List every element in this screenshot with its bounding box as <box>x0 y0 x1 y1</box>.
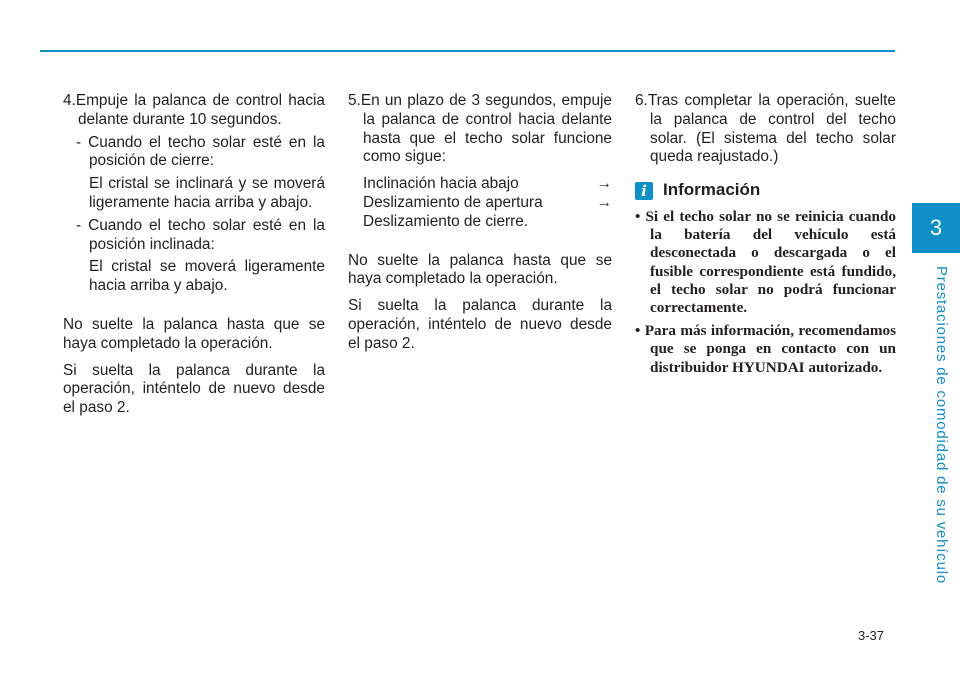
sequence-label-1: Inclinación hacia abajo <box>363 175 519 193</box>
info-title: Información <box>663 180 761 200</box>
chapter-tab: 3 <box>912 203 960 253</box>
note-do-not-release: No suelte la palanca hasta que se haya completado la operación. <box>63 315 325 352</box>
note-retry: Si suelta la palanca durante la operación, inténtelo de nuevo desde el paso 2. <box>348 297 612 352</box>
step-5: 5.En un plazo de 3 segundos, empuje la palanca de control hacia delante hasta que el techo solar funcione como sigue: <box>348 92 612 166</box>
sequence-item-1 <box>363 175 612 194</box>
column-left <box>63 92 325 418</box>
chapter-title: Prestaciones de comodidad de su vehículo <box>933 266 950 585</box>
info-icon: i <box>635 182 653 200</box>
step-4: 4.Empuje la palanca de control hacia delante durante 10 segundos. <box>63 92 325 128</box>
step-6: 6.Tras completar la operación, suelte la palanca de control del techo solar. (El sistema del techo solar queda reajustado.) <box>635 92 896 166</box>
note-retry: Si suelta la palanca durante la operación, inténtelo de nuevo desde el paso 2. <box>63 361 325 417</box>
arrow-icon: → <box>596 175 612 193</box>
step-4-case-tilted: - Cuando el techo solar esté en la posición inclinada: <box>76 216 325 253</box>
step-4-case-closed: - Cuando el techo solar esté en la posición de cierre: <box>76 133 325 170</box>
page-number: 3-37 <box>858 628 885 643</box>
info-bullet-2: • Para más información, recomendamos que se ponga en contacto con un distribuidor HYUNDAI autorizado. <box>635 322 896 376</box>
sequence <box>348 175 612 231</box>
sequence-item-3: Deslizamiento de cierre. <box>363 212 529 230</box>
info-heading <box>635 181 896 200</box>
step-4-case-closed-text: El cristal se inclinará y se moverá ligeramente hacia arriba y abajo. <box>89 175 325 211</box>
sequence-label-2: Deslizamiento de apertura <box>363 193 543 211</box>
info-bullet-1: • Si el techo solar no se reinicia cuando la batería del vehículo está desconectada o descargada o el fusible correspondiente está fundido, el techo solar no podrá funcionar correctamente. <box>635 207 896 316</box>
column-right <box>635 92 896 377</box>
step-4-case-tilted-text: El cristal se moverá ligeramente hacia arriba y abajo. <box>89 258 325 295</box>
arrow-icon: → <box>596 193 612 211</box>
sequence-item-2 <box>363 194 612 213</box>
top-rule <box>40 50 895 52</box>
note-do-not-release: No suelte la palanca hasta que se haya completado la operación. <box>348 251 612 288</box>
column-middle <box>348 92 612 354</box>
